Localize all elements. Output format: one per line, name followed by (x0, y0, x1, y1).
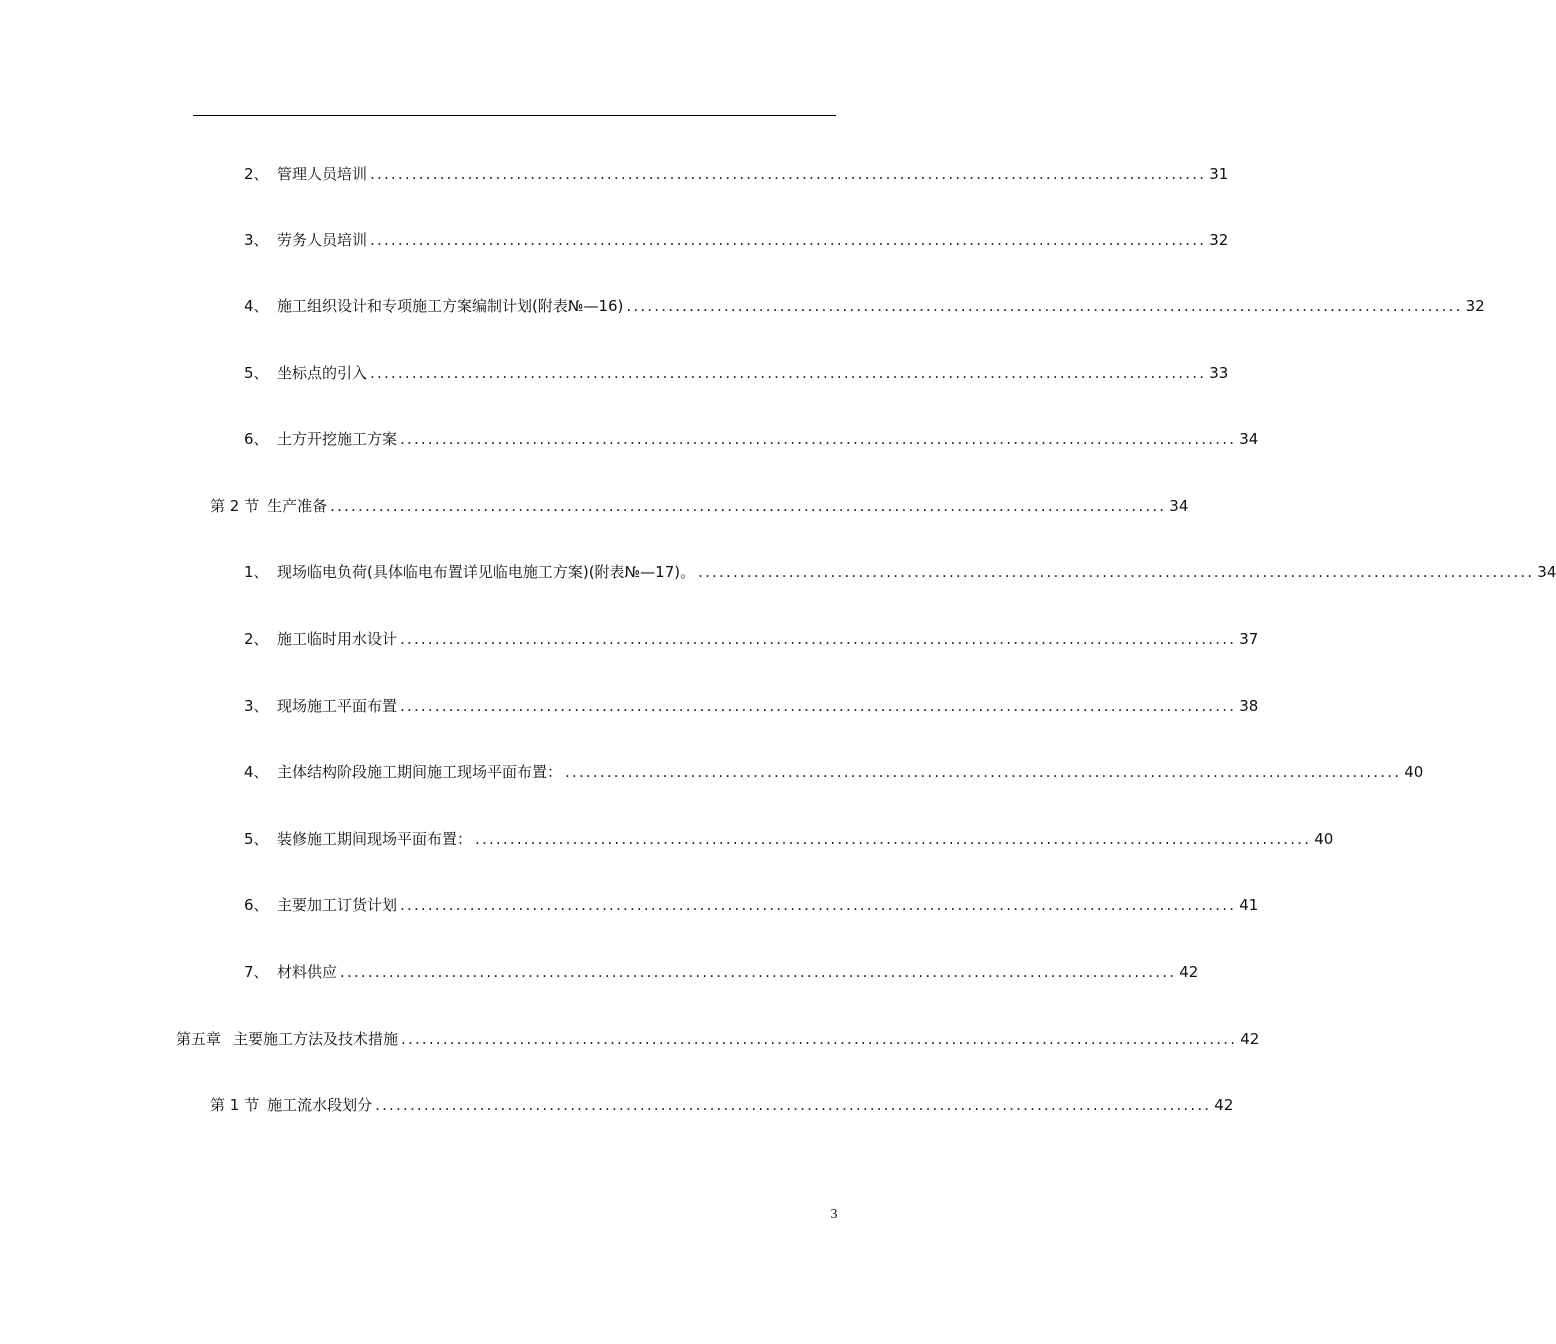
toc-entry[interactable] (244, 893, 1259, 917)
toc-dot-leader: ........................................................................................................................ (475, 830, 1312, 848)
header-rule (193, 115, 836, 116)
toc-entry-number: 2、 (244, 165, 269, 183)
toc-entry-page: 42 (1240, 1030, 1260, 1048)
toc-entry-title: 管理人员培训 (277, 165, 368, 183)
toc-entry-number: 3、 (244, 231, 269, 249)
toc-entry-number: 4、 (244, 763, 269, 781)
toc-dot-leader: ........................................................................................................................ (370, 231, 1207, 249)
toc-entry-page: 41 (1239, 896, 1259, 914)
toc-entry-page: 34 (1239, 430, 1259, 448)
toc-entry-number: 1、 (244, 563, 269, 581)
toc-dot-leader: ........................................................................................................................ (400, 630, 1237, 648)
toc-entry-number: 7、 (244, 963, 269, 981)
toc-entry-page: 34 (1537, 563, 1556, 581)
toc-dot-leader: ........................................................................................................................ (340, 963, 1177, 981)
toc-entry[interactable] (244, 560, 1556, 584)
toc-dot-leader: ........................................................................................................................ (400, 896, 1237, 914)
toc-entry-page: 32 (1465, 297, 1485, 315)
toc-entry-number: 5、 (244, 830, 269, 848)
toc-entry-number: 4、 (244, 297, 269, 315)
toc-entry[interactable] (210, 1093, 1234, 1117)
toc-entry[interactable] (244, 827, 1334, 851)
toc-entry-title: 施工流水段划分 (267, 1096, 373, 1114)
toc-entry-title: 土方开挖施工方案 (277, 430, 398, 448)
toc-entry-page: 37 (1239, 630, 1259, 648)
toc-entry-title: 装修施工期间现场平面布置： (277, 830, 473, 848)
toc-entry-page: 34 (1169, 497, 1189, 515)
toc-entry[interactable] (244, 162, 1229, 186)
toc-entry-number: 5、 (244, 364, 269, 382)
toc-entry-number: 第五章 (176, 1030, 222, 1048)
toc-entry-title: 施工临时用水设计 (277, 630, 398, 648)
toc-entry-number: 6、 (244, 896, 269, 914)
toc-dot-leader: ........................................................................................................................ (370, 364, 1207, 382)
toc-dot-leader: ........................................................................................................................ (400, 697, 1237, 715)
toc-entry-title: 材料供应 (277, 963, 338, 981)
toc-entry-title: 劳务人员培训 (277, 231, 368, 249)
toc-entry-page: 40 (1314, 830, 1334, 848)
toc-entry-number: 6、 (244, 430, 269, 448)
toc-dot-leader: ........................................................................................................................ (370, 165, 1207, 183)
toc-entry-number: 3、 (244, 697, 269, 715)
toc-entry-title: 生产准备 (267, 497, 328, 515)
toc-entry[interactable] (244, 427, 1259, 451)
toc-entry[interactable] (176, 1027, 1260, 1051)
toc-entry-title: 施工组织设计和专项施工方案编制计划(附表№—16) (277, 297, 624, 315)
toc-dot-leader: ........................................................................................................................ (698, 563, 1535, 581)
toc-entry-title: 主要加工订货计划 (277, 896, 398, 914)
toc-entry[interactable] (210, 494, 1189, 518)
toc-entry-title: 坐标点的引入 (277, 364, 368, 382)
toc-entry[interactable] (244, 760, 1424, 784)
page-number: 3 (830, 1207, 838, 1222)
toc-entry-page: 38 (1239, 697, 1259, 715)
toc-entry-title: 主要施工方法及技术措施 (233, 1030, 399, 1048)
toc-dot-leader: ........................................................................................................................ (400, 430, 1237, 448)
toc-entry-page: 33 (1209, 364, 1229, 382)
toc-entry[interactable] (244, 694, 1259, 718)
toc-entry-number: 2、 (244, 630, 269, 648)
toc-dot-leader: ........................................................................................................................ (565, 763, 1402, 781)
toc-entry-page: 42 (1179, 963, 1199, 981)
toc-entry-title: 主体结构阶段施工期间施工现场平面布置： (277, 763, 563, 781)
toc-entry[interactable] (244, 294, 1485, 318)
toc-entry-title: 现场施工平面布置 (277, 697, 398, 715)
toc-dot-leader: ........................................................................................................................ (375, 1096, 1212, 1114)
toc-entry[interactable] (244, 361, 1229, 385)
toc-entry-page: 31 (1209, 165, 1229, 183)
toc-entry[interactable] (244, 627, 1259, 651)
toc-entry-page: 42 (1214, 1096, 1234, 1114)
toc-entry[interactable] (244, 960, 1199, 984)
toc-entry[interactable] (244, 228, 1229, 252)
toc-dot-leader: ........................................................................................................................ (401, 1030, 1238, 1048)
toc-dot-leader: ........................................................................................................................ (626, 297, 1463, 315)
toc-dot-leader: ........................................................................................................................ (330, 497, 1167, 515)
toc-entry-title: 现场临电负荷(具体临电布置详见临电施工方案)(附表№—17)。 (277, 563, 696, 581)
toc-entry-number: 第 2 节 (210, 497, 260, 515)
toc-entry-number: 第 1 节 (210, 1096, 260, 1114)
toc-entry-page: 40 (1404, 763, 1424, 781)
toc-entry-page: 32 (1209, 231, 1229, 249)
